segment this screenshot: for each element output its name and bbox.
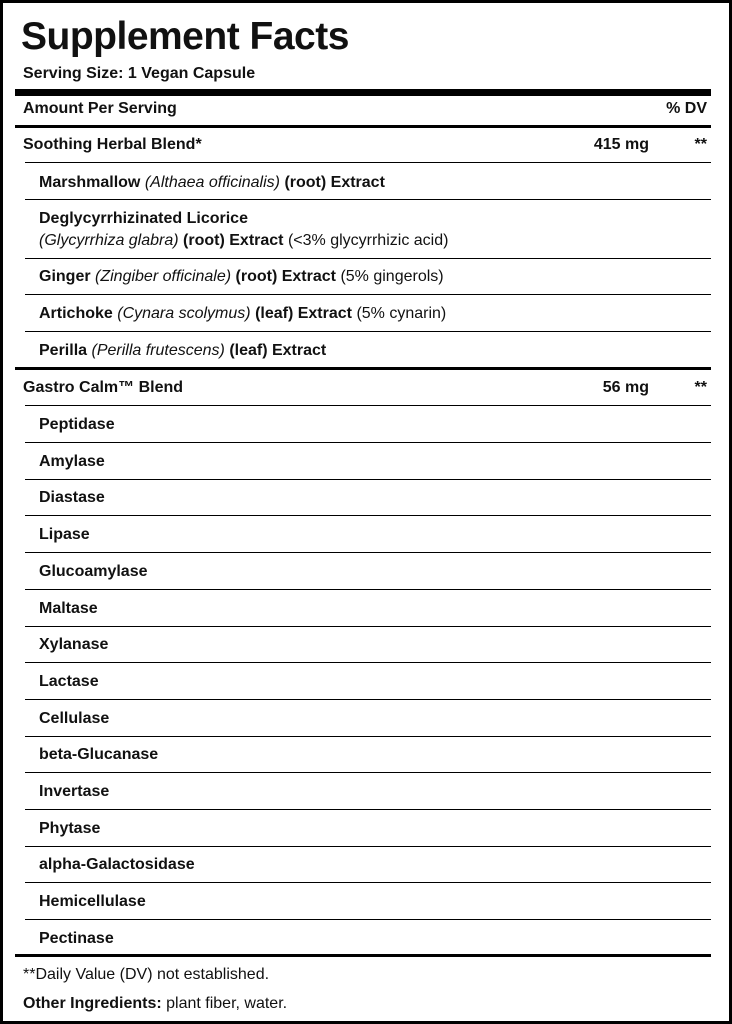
header-divider <box>15 125 711 128</box>
row-divider <box>25 162 711 163</box>
row-divider <box>25 199 711 200</box>
blend-dv: ** <box>694 136 707 153</box>
row-divider <box>25 846 711 847</box>
bottom-divider <box>15 954 711 957</box>
ingredient-label: Ginger (Zingiber officinale) (root) Extract (5% gingerols) <box>39 268 444 285</box>
row-divider <box>25 258 711 259</box>
enzyme-label: Hemicellulase <box>39 893 146 911</box>
enzyme-label: Lactase <box>39 672 99 690</box>
enzyme-label: Peptidase <box>39 416 115 433</box>
ingredient-label: (Glycyrrhiza glabra) (root) Extract (<3% glycyrrhizic acid) <box>39 232 449 249</box>
enzyme-label: Pectinase <box>39 929 114 947</box>
row-divider <box>25 442 711 443</box>
serving-size: Serving Size: 1 Vegan Capsule <box>23 65 256 82</box>
enzyme-label: Cellulase <box>39 709 110 727</box>
thick-divider <box>15 89 711 96</box>
row-divider <box>25 331 711 332</box>
row-divider <box>25 809 711 810</box>
enzyme-label: Xylanase <box>39 636 109 654</box>
row-divider <box>25 405 711 406</box>
blend-name: Gastro Calm™ Blend <box>23 379 184 396</box>
row-divider <box>25 699 711 700</box>
ingredient-label: Deglycyrrhizinated Licorice <box>39 210 248 227</box>
enzyme-label: Lipase <box>39 526 90 544</box>
row-divider <box>25 919 711 920</box>
ingredient-label: Marshmallow (Althaea officinalis) (root) Extract <box>39 174 385 191</box>
row-divider <box>25 589 711 590</box>
row-divider <box>25 626 711 627</box>
row-divider <box>25 294 711 295</box>
dv-column-label: % DV <box>666 100 707 117</box>
enzyme-label: Invertase <box>39 783 110 800</box>
row-divider <box>25 479 711 480</box>
enzyme-label: alpha-Galactosidase <box>39 856 195 874</box>
row-divider <box>25 736 711 737</box>
blend-amount: 415 mg <box>593 136 649 153</box>
row-divider <box>25 882 711 883</box>
panel-title: Supplement Facts <box>21 15 349 58</box>
blend-divider <box>15 367 711 370</box>
blend-dv: ** <box>694 379 707 396</box>
other-ingredients: Other Ingredients: plant fiber, water. <box>23 995 288 1012</box>
enzyme-label: Maltase <box>39 599 98 617</box>
enzyme-label: Glucoamylase <box>39 562 148 580</box>
enzyme-label: Diastase <box>39 489 105 507</box>
row-divider <box>25 662 711 663</box>
enzyme-label: beta-Glucanase <box>39 746 159 764</box>
blend-amount: 56 mg <box>602 379 649 396</box>
row-divider <box>25 552 711 553</box>
blend-name: Soothing Herbal Blend* <box>23 136 202 153</box>
ingredient-label: Perilla (Perilla frutescens) (leaf) Extract <box>39 342 327 359</box>
dv-footnote: **Daily Value (DV) not established. <box>23 966 270 983</box>
enzyme-label: Phytase <box>39 819 101 837</box>
row-divider <box>25 515 711 516</box>
row-divider <box>25 772 711 773</box>
amount-per-serving-label: Amount Per Serving <box>23 100 177 117</box>
ingredient-label: Artichoke (Cynara scolymus) (leaf) Extract (5% cynarin) <box>39 305 447 322</box>
enzyme-label: Amylase <box>39 452 105 470</box>
